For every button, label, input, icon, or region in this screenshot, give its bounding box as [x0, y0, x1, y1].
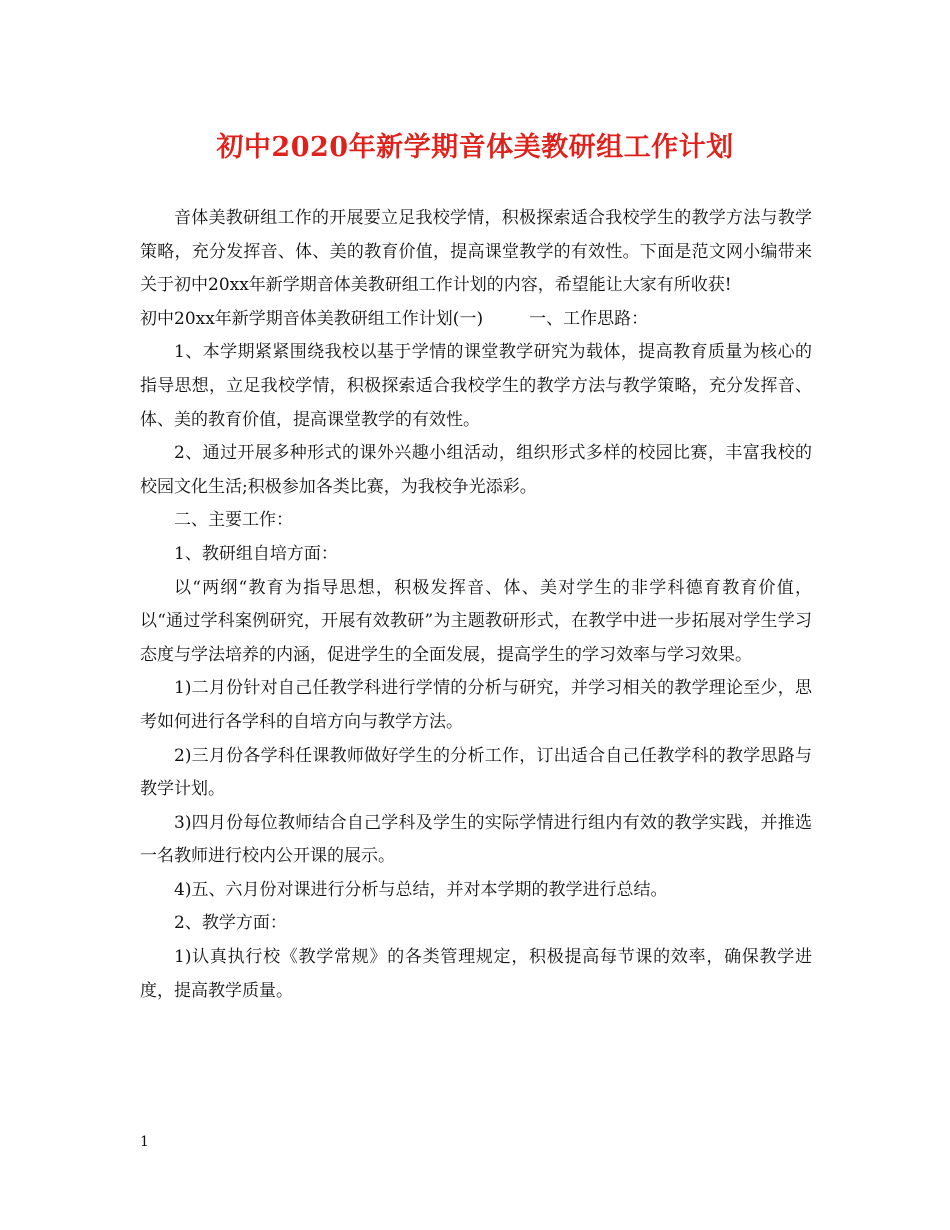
- section-one-heading: 一、工作思路：: [529, 308, 649, 329]
- paragraph-6: 3)四月份每位教师结合自己学科及学生的实际学情进行组内有效的教学实践，并推选一名教师进行校内公开课的展示。: [140, 812, 812, 867]
- paragraph-3: 以“两纲“教育为指导思想，积极发挥音、体、美对学生的非学科德育教育价值，以“通过学科案例研究，开展有效教研”为主题教研形式，在教学中进一步拓展对学生学习态度与学法培养的内涵，促进学生的全面发展，提高学生的学习效率与学习效果。: [140, 577, 812, 665]
- paragraph-8: 1)认真执行校《教学常规》的各类管理规定，积极提高每节课的效率，确保教学进度，提高教学质量。: [140, 947, 812, 1001]
- subsection-1-heading: 1、教研组自培方面：: [174, 543, 338, 564]
- paragraph-7: 4)五、六月份对课进行分析与总结，并对本学期的教学进行总结。: [174, 879, 668, 900]
- page-title: 初中2020年新学期音体美教研组工作计划: [216, 132, 734, 163]
- paragraph-5: 2)三月份各学科任课教师做好学生的分析工作，订出适合自己任教学科的教学思路与教学计划。: [140, 745, 812, 800]
- intro-paragraph: 音体美教研组工作的开展要立足我校学情，积极探索适合我校学生的教学方法与教学策略，充分发挥音、体、美的教育价值，提高课堂教学的有效性。下面是范文网小编带来关于初中20xx年新学期音体美教研组工作计划的内容，希望能让大家有所收获!: [140, 208, 812, 296]
- page-number: 1: [140, 1134, 149, 1150]
- paragraph-1: 1、本学期紧紧围绕我校以基于学情的课堂教学研究为载体，提高教育质量为核心的指导思想，立足我校学情，积极探索适合我校学生的教学方法与教学策略，充分发挥音、体、美的教育价值，提高课堂教学的有效性。: [140, 342, 812, 430]
- plan-heading: 初中20xx年新学期音体美教研组工作计划(一): [140, 308, 484, 329]
- paragraph-2: 2、通过开展多种形式的课外兴趣小组活动，组织形式多样的校园比赛，丰富我校的校园文化生活;积极参加各类比赛，为我校争光添彩。: [140, 443, 812, 497]
- paragraph-4: 1)二月份针对自己任教学科进行学情的分析与研究，并学习相关的教学理论至少，思考如何进行各学科的自培方向与教学方法。: [140, 678, 812, 732]
- subsection-2-heading: 2、教学方面：: [174, 913, 287, 934]
- section-two-heading: 二、主要工作：: [174, 510, 293, 531]
- document-body: [140, 202, 812, 1008]
- plan-heading-line: [140, 303, 812, 337]
